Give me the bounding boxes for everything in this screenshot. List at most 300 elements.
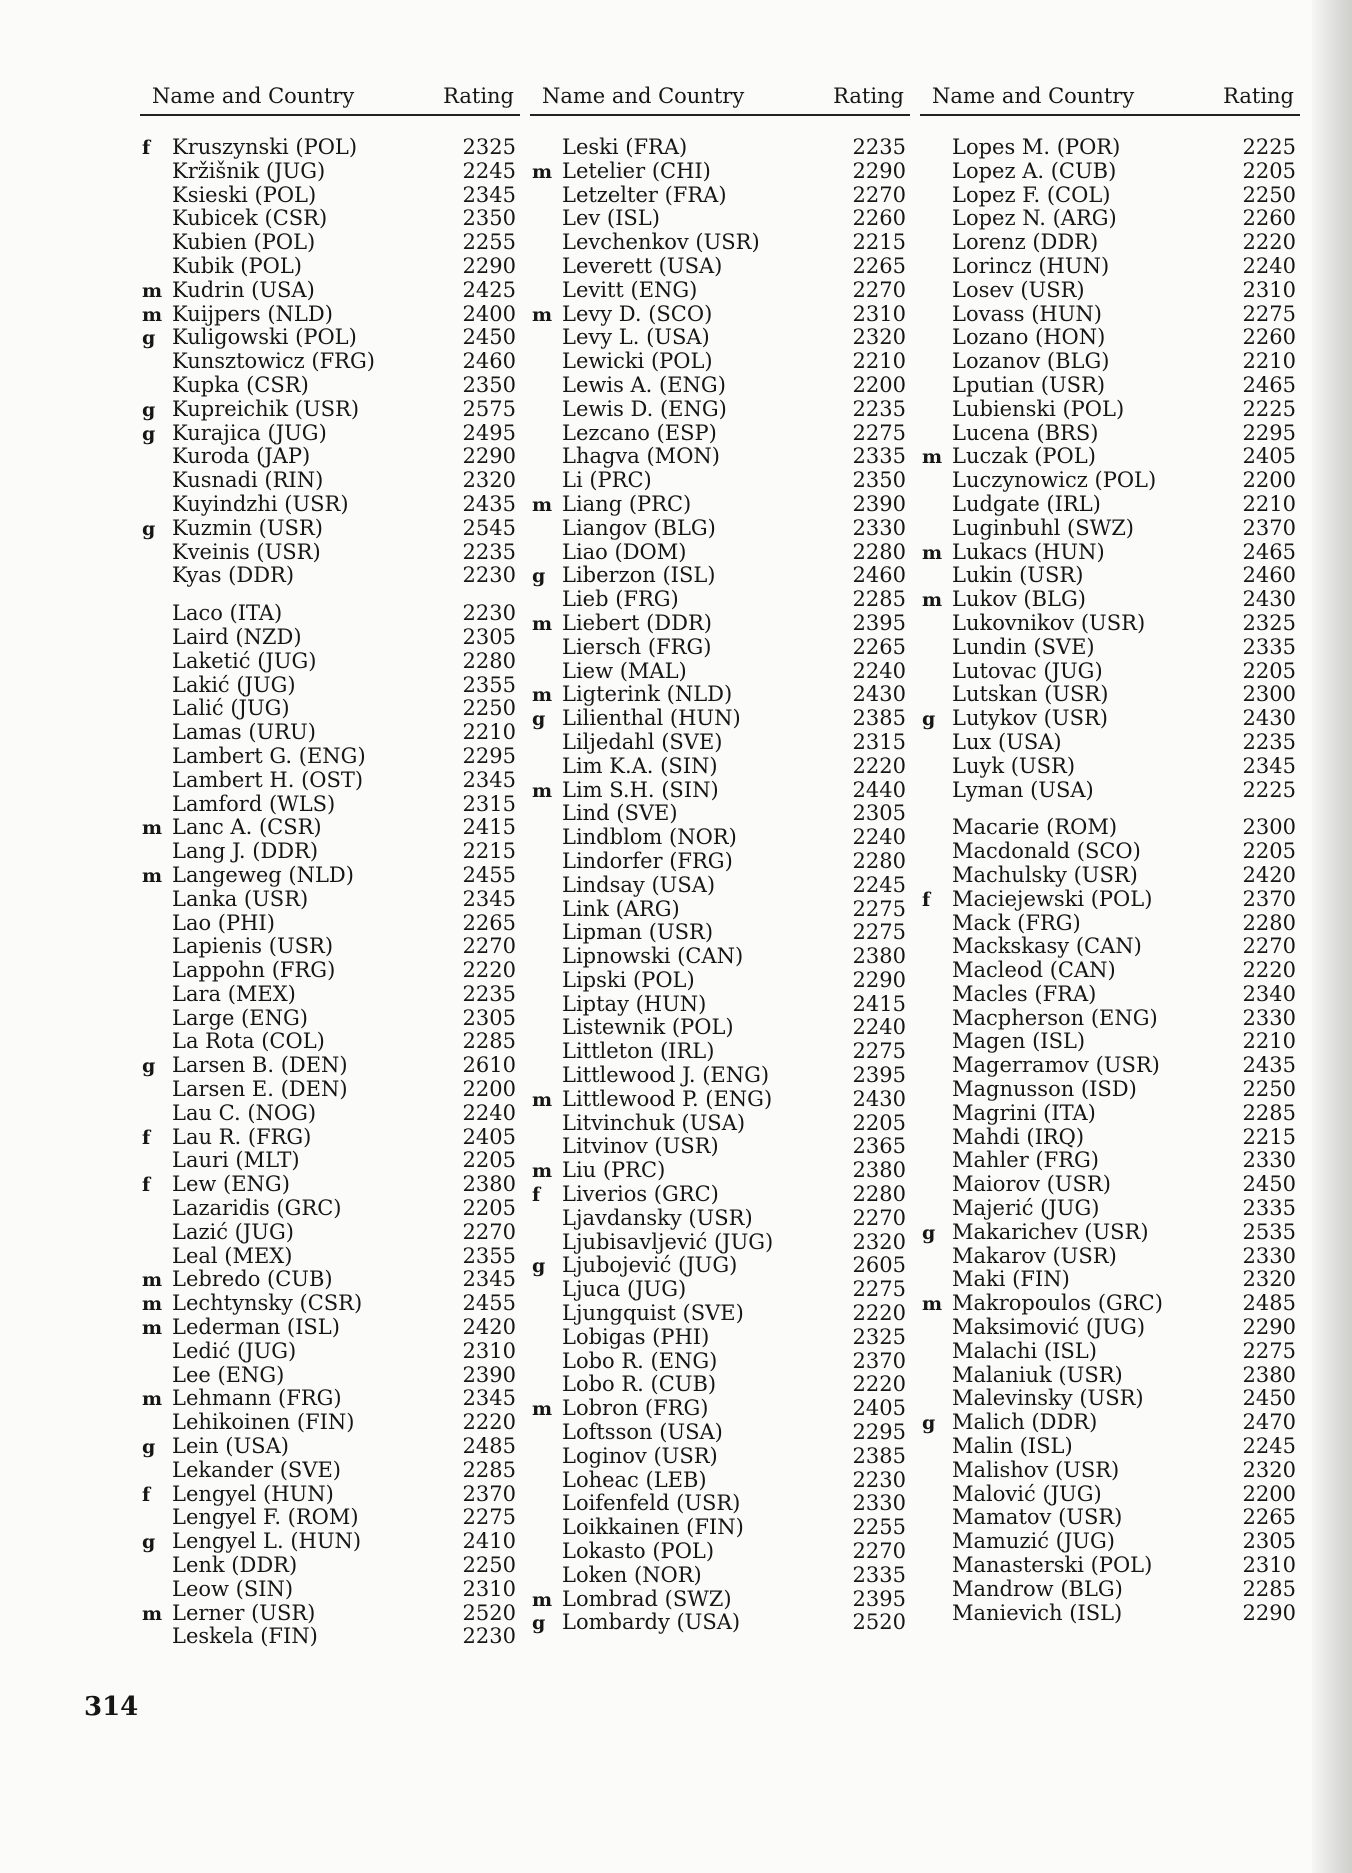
- player-rating: 2415: [462, 815, 516, 840]
- player-name-country: Loifenfeld (USR): [562, 1491, 741, 1516]
- player-rating: 2345: [462, 767, 516, 792]
- player-rating: 2325: [852, 1324, 906, 1349]
- player-row: [140, 1245, 520, 1269]
- player-name-country: Liu (PRC): [562, 1158, 666, 1183]
- player-row: [140, 1316, 520, 1340]
- player-name-country: La Rota (COL): [172, 1029, 325, 1054]
- player-name-country: Leal (MEX): [172, 1243, 293, 1268]
- player-rating: 2350: [462, 206, 516, 231]
- player-rating: 2200: [1242, 1481, 1296, 1506]
- player-title: m: [142, 1317, 163, 1340]
- player-rating: 2210: [1242, 1029, 1296, 1054]
- player-rating: 2225: [1242, 396, 1296, 421]
- player-row: [920, 1126, 1300, 1150]
- player-name-country: Lozanov (BLG): [952, 349, 1110, 374]
- player-rating: 2370: [1242, 515, 1296, 540]
- player-name-country: Macleod (CAN): [952, 958, 1116, 983]
- player-row: [530, 493, 910, 517]
- player-rating: 2430: [852, 682, 906, 707]
- player-row: [920, 255, 1300, 279]
- player-name-country: Leskela (FIN): [172, 1624, 318, 1649]
- player-row: [920, 1387, 1300, 1411]
- player-rating: 2395: [852, 610, 906, 635]
- player-name-country: Lekander (SVE): [172, 1457, 341, 1482]
- player-rating: 2310: [462, 1576, 516, 1601]
- player-title: g: [142, 327, 156, 350]
- player-row: [920, 422, 1300, 446]
- player-name-country: Laketić (JUG): [172, 648, 317, 673]
- player-name-country: Lopes M. (POR): [952, 135, 1121, 159]
- player-row: [140, 303, 520, 327]
- player-rating: 2315: [462, 791, 516, 816]
- player-row: [140, 469, 520, 493]
- player-row: [920, 888, 1300, 912]
- player-name-country: Lebredo (CUB): [172, 1267, 333, 1292]
- player-name-country: Kuijpers (NLD): [172, 301, 333, 326]
- player-name-country: Lanc A. (CSR): [172, 815, 322, 840]
- player-row: [140, 564, 520, 588]
- player-row: [140, 1102, 520, 1126]
- player-row: [140, 650, 520, 674]
- player-name-country: Ljungquist (SVE): [562, 1301, 744, 1326]
- player-rating: 2345: [462, 886, 516, 911]
- player-row: [140, 1364, 520, 1388]
- player-name-country: Langeweg (NLD): [172, 862, 354, 887]
- player-rating: 2430: [1242, 706, 1296, 731]
- player-rating: 2260: [1242, 206, 1296, 231]
- player-row: [140, 983, 520, 1007]
- player-name-country: Lorincz (HUN): [952, 253, 1110, 278]
- player-name-country: Loginov (USR): [562, 1443, 718, 1468]
- player-row: [920, 1554, 1300, 1578]
- player-row: [530, 1135, 910, 1159]
- player-rating: 2460: [462, 349, 516, 374]
- player-row: [920, 636, 1300, 660]
- player-name-country: Macarie (ROM): [952, 815, 1118, 840]
- player-name-country: Ljubojević (JUG): [562, 1253, 738, 1278]
- player-name-country: Letelier (CHI): [562, 158, 711, 183]
- player-title: m: [922, 446, 943, 469]
- player-row: [140, 374, 520, 398]
- player-name-country: Loikkainen (FIN): [562, 1515, 744, 1540]
- player-rating: 2295: [1242, 420, 1296, 445]
- player-row: [140, 1625, 520, 1649]
- player-name-country: Ljavdansky (USR): [562, 1205, 753, 1230]
- player-row: [920, 683, 1300, 707]
- player-name-country: Magrini (ITA): [952, 1100, 1096, 1125]
- player-name-country: Loheac (LEB): [562, 1467, 707, 1492]
- player-rating: 2390: [462, 1362, 516, 1387]
- player-name-country: Large (ENG): [172, 1005, 308, 1030]
- player-name-country: Laird (NZD): [172, 624, 302, 649]
- player-rating: 2210: [1242, 349, 1296, 374]
- player-name-country: Leow (SIN): [172, 1576, 294, 1601]
- player-name-country: Liang (PRC): [562, 491, 692, 516]
- player-row: [920, 136, 1300, 160]
- player-name-country: Litvinchuk (USA): [562, 1110, 746, 1135]
- player-name-country: Lang J. (DDR): [172, 839, 319, 864]
- player-name-country: Lovass (HUN): [952, 301, 1102, 326]
- player-row: [530, 1016, 910, 1040]
- player-rating: 2215: [1242, 1124, 1296, 1149]
- player-row: [530, 374, 910, 398]
- player-rating: 2270: [852, 1205, 906, 1230]
- player-name-country: Levy L. (USA): [562, 325, 710, 350]
- player-row: [140, 422, 520, 446]
- player-name-country: Magnusson (ISD): [952, 1077, 1137, 1102]
- player-title: m: [532, 160, 553, 183]
- player-name-country: Liao (DOM): [562, 539, 687, 564]
- player-row: [530, 564, 910, 588]
- ratings-column-2: [530, 84, 910, 1635]
- player-name-country: Lindorfer (FRG): [562, 848, 733, 873]
- player-name-country: Lopez A. (CUB): [952, 158, 1117, 183]
- player-row: [920, 493, 1300, 517]
- player-rating: 2230: [462, 1624, 516, 1649]
- player-title: m: [142, 1293, 163, 1316]
- ratings-column-1: [140, 84, 520, 1649]
- player-row: [140, 1435, 520, 1459]
- player-name-country: Manasterski (POL): [952, 1553, 1153, 1578]
- player-row: [140, 816, 520, 840]
- player-row: [920, 864, 1300, 888]
- player-rating: 2395: [852, 1586, 906, 1611]
- player-rating: 2345: [1242, 753, 1296, 778]
- player-rating: 2235: [852, 396, 906, 421]
- player-row: [530, 1159, 910, 1183]
- player-rating: 2240: [1242, 253, 1296, 278]
- player-row: [530, 683, 910, 707]
- player-title: f: [922, 888, 931, 911]
- player-name-country: Lobigas (PHI): [562, 1324, 710, 1349]
- player-row: [530, 1373, 910, 1397]
- player-title: m: [922, 541, 943, 564]
- player-rating: 2495: [462, 420, 516, 445]
- player-row: [920, 1316, 1300, 1340]
- player-rating: 2220: [462, 958, 516, 983]
- player-rating: 2270: [1242, 934, 1296, 959]
- player-title: g: [532, 1612, 546, 1635]
- player-rating: 2485: [1242, 1291, 1296, 1316]
- player-name-country: Leverett (USA): [562, 253, 723, 278]
- player-name-country: Lucena (BRS): [952, 420, 1099, 445]
- player-row: [920, 445, 1300, 469]
- player-name-country: Kuyindzhi (USR): [172, 491, 349, 516]
- player-name-country: Li (PRC): [562, 468, 652, 493]
- player-rating: 2330: [1242, 1148, 1296, 1173]
- player-title: m: [532, 1160, 553, 1183]
- player-name-country: Liljedahl (SVE): [562, 729, 723, 754]
- player-rating: 2370: [1242, 886, 1296, 911]
- player-name-country: Maciejewski (POL): [952, 886, 1153, 911]
- player-rating: 2370: [852, 1348, 906, 1373]
- player-rating: 2275: [852, 1277, 906, 1302]
- player-row: [920, 1102, 1300, 1126]
- player-name-country: Kunsztowicz (FRG): [172, 349, 375, 374]
- player-name-country: Lyman (USA): [952, 777, 1094, 802]
- player-row: [920, 279, 1300, 303]
- player-name-country: Lombrad (SWZ): [562, 1586, 732, 1611]
- player-row: [530, 207, 910, 231]
- player-rating: 2260: [852, 206, 906, 231]
- player-row: [920, 231, 1300, 255]
- player-rating: 2275: [1242, 301, 1296, 326]
- player-rating: 2290: [1242, 1600, 1296, 1625]
- player-name-country: Kupka (CSR): [172, 372, 309, 397]
- player-name-country: Lederman (ISL): [172, 1315, 340, 1340]
- player-row: [530, 541, 910, 565]
- player-row: [530, 993, 910, 1017]
- player-title: g: [922, 708, 936, 731]
- player-name-country: Lukin (USR): [952, 563, 1084, 588]
- player-name-country: Malaniuk (USR): [952, 1362, 1123, 1387]
- player-row: [920, 398, 1300, 422]
- player-row: [530, 1207, 910, 1231]
- player-rating: 2290: [852, 158, 906, 183]
- player-rating: 2220: [852, 753, 906, 778]
- player-row: [530, 755, 910, 779]
- player-list: [140, 136, 520, 1649]
- player-rating: 2460: [852, 563, 906, 588]
- player-title: f: [142, 1126, 151, 1149]
- player-name-country: Majerić (JUG): [952, 1196, 1100, 1221]
- player-name-country: Magerramov (USR): [952, 1053, 1160, 1078]
- player-rating: 2300: [1242, 815, 1296, 840]
- player-row: [530, 1516, 910, 1540]
- player-rating: 2350: [852, 468, 906, 493]
- player-row: [530, 1088, 910, 1112]
- player-title: m: [922, 589, 943, 612]
- player-name-country: Lau C. (NOG): [172, 1100, 317, 1125]
- player-title: f: [532, 1184, 541, 1207]
- player-name-country: Lewis D. (ENG): [562, 396, 727, 421]
- player-rating: 2310: [462, 1338, 516, 1363]
- player-rating: 2210: [1242, 491, 1296, 516]
- player-rating: 2325: [1242, 610, 1296, 635]
- player-rating: 2275: [852, 420, 906, 445]
- player-row: [920, 1340, 1300, 1364]
- player-name-country: Malich (DDR): [952, 1410, 1098, 1435]
- player-name-country: Lieb (FRG): [562, 587, 679, 612]
- player-name-country: Ludgate (IRL): [952, 491, 1101, 516]
- player-row: [140, 279, 520, 303]
- player-rating: 2370: [462, 1481, 516, 1506]
- player-rating: 2350: [462, 372, 516, 397]
- player-row: [920, 1245, 1300, 1269]
- player-row: [920, 1197, 1300, 1221]
- player-name-country: Maiorov (USR): [952, 1172, 1111, 1197]
- player-row: [530, 1611, 910, 1635]
- player-name-country: Lara (MEX): [172, 981, 296, 1006]
- player-name-country: Kupreichik (USR): [172, 396, 360, 421]
- player-rating: 2365: [852, 1134, 906, 1159]
- player-row: [920, 840, 1300, 864]
- player-name-country: Ligterink (NLD): [562, 682, 733, 707]
- player-rating: 2325: [462, 135, 516, 159]
- player-name-country: Lanka (USR): [172, 886, 309, 911]
- player-row: [530, 1350, 910, 1374]
- player-name-country: Larsen E. (DEN): [172, 1077, 348, 1102]
- player-name-country: Luczynowicz (POL): [952, 468, 1157, 493]
- player-rating: 2295: [462, 743, 516, 768]
- player-rating: 2425: [462, 277, 516, 302]
- player-rating: 2285: [462, 1457, 516, 1482]
- player-name-country: Lilienthal (HUN): [562, 706, 741, 731]
- player-name-country: Littlewood J. (ENG): [562, 1063, 770, 1088]
- player-list: [530, 136, 910, 1635]
- player-row: [530, 326, 910, 350]
- player-rating: 2330: [852, 515, 906, 540]
- player-name-country: Lozano (HON): [952, 325, 1106, 350]
- player-row: [530, 850, 910, 874]
- player-rating: 2290: [1242, 1315, 1296, 1340]
- player-name-country: Lukovnikov (USR): [952, 610, 1146, 635]
- player-row: [140, 231, 520, 255]
- player-name-country: Lalić (JUG): [172, 696, 290, 721]
- player-rating: 2270: [852, 277, 906, 302]
- player-name-country: Mack (FRG): [952, 910, 1081, 935]
- player-row: [920, 1030, 1300, 1054]
- player-row: [530, 1445, 910, 1469]
- player-name-country: Malović (JUG): [952, 1481, 1102, 1506]
- player-rating: 2410: [462, 1529, 516, 1554]
- player-title: m: [532, 493, 553, 516]
- player-row: [920, 1602, 1300, 1626]
- player-rating: 2235: [852, 135, 906, 159]
- player-rating: 2205: [1242, 839, 1296, 864]
- player-row: [920, 912, 1300, 936]
- player-row: [920, 1173, 1300, 1197]
- player-row: [920, 1292, 1300, 1316]
- player-rating: 2200: [852, 372, 906, 397]
- player-rating: 2465: [1242, 539, 1296, 564]
- player-name-country: Lim S.H. (SIN): [562, 777, 719, 802]
- player-row: [140, 1340, 520, 1364]
- player-row: [920, 755, 1300, 779]
- player-row: [530, 612, 910, 636]
- player-rating: 2250: [462, 1553, 516, 1578]
- player-row: [140, 445, 520, 469]
- player-rating: 2290: [462, 444, 516, 469]
- player-rating: 2280: [852, 848, 906, 873]
- player-row: [140, 1483, 520, 1507]
- player-name-country: Ljubisavljević (JUG): [562, 1229, 774, 1254]
- player-name-country: Lambert H. (OST): [172, 767, 364, 792]
- player-row: [530, 303, 910, 327]
- player-row: [920, 731, 1300, 755]
- player-name-country: Lindsay (USA): [562, 872, 716, 897]
- player-name-country: Kurajica (JUG): [172, 420, 327, 445]
- player-name-country: Lehikoinen (FIN): [172, 1410, 355, 1435]
- player-rating: 2460: [1242, 563, 1296, 588]
- player-name-country: Liersch (FRG): [562, 634, 712, 659]
- player-title: m: [532, 779, 553, 802]
- player-row: [140, 888, 520, 912]
- player-name-country: Lokasto (POL): [562, 1539, 715, 1564]
- player-name-country: Lipski (POL): [562, 967, 695, 992]
- player-title: m: [532, 1588, 553, 1611]
- player-rating: 2215: [462, 839, 516, 864]
- player-name-country: Lputian (USR): [952, 372, 1106, 397]
- player-rating: 2320: [1242, 1267, 1296, 1292]
- player-row: [920, 612, 1300, 636]
- player-name-country: Luyk (USR): [952, 753, 1076, 778]
- player-name-country: Macles (FRA): [952, 981, 1097, 1006]
- player-name-country: Lein (USA): [172, 1434, 289, 1459]
- player-title: m: [142, 1388, 163, 1411]
- player-name-country: Lim K.A. (SIN): [562, 753, 718, 778]
- player-name-country: Lhagva (MON): [562, 444, 720, 469]
- player-rating: 2205: [1242, 158, 1296, 183]
- player-row: [920, 1078, 1300, 1102]
- player-row: [920, 160, 1300, 184]
- player-name-country: Lind (SVE): [562, 801, 678, 826]
- player-row: [140, 136, 520, 160]
- player-rating: 2335: [852, 444, 906, 469]
- player-title: m: [532, 1088, 553, 1111]
- player-title: m: [142, 864, 163, 887]
- player-row: [920, 1578, 1300, 1602]
- player-row: [920, 660, 1300, 684]
- player-rating: 2345: [462, 182, 516, 207]
- player-row: [530, 1469, 910, 1493]
- player-rating: 2440: [852, 777, 906, 802]
- player-rating: 2310: [1242, 277, 1296, 302]
- player-rating: 2220: [1242, 230, 1296, 255]
- player-row: [530, 279, 910, 303]
- player-row: [140, 1173, 520, 1197]
- player-name-country: Lobo R. (CUB): [562, 1372, 717, 1397]
- player-row: [140, 493, 520, 517]
- player-rating: 2485: [462, 1434, 516, 1459]
- player-rating: 2335: [1242, 634, 1296, 659]
- player-row: [140, 769, 520, 793]
- player-row: [920, 1411, 1300, 1435]
- player-row: [920, 303, 1300, 327]
- player-name-country: Kusnadi (RIN): [172, 468, 324, 493]
- player-row: [530, 350, 910, 374]
- player-row: [530, 398, 910, 422]
- player-name-country: Malin (ISL): [952, 1434, 1073, 1459]
- player-name-country: Lazić (JUG): [172, 1219, 294, 1244]
- player-name-country: Maksimović (JUG): [952, 1315, 1146, 1340]
- player-row: [920, 1221, 1300, 1245]
- player-row: [530, 945, 910, 969]
- player-name-country: Mackskasy (CAN): [952, 934, 1142, 959]
- player-rating: 2245: [462, 158, 516, 183]
- player-name-country: Kuzmin (USR): [172, 515, 323, 540]
- page-number: 314: [84, 1692, 139, 1722]
- player-row: [140, 1221, 520, 1245]
- player-title: m: [142, 817, 163, 840]
- player-name-country: Magen (ISL): [952, 1029, 1086, 1054]
- player-row: [140, 864, 520, 888]
- player-name-country: Luczak (POL): [952, 444, 1096, 469]
- player-rating: 2355: [462, 672, 516, 697]
- player-rating: 2455: [462, 862, 516, 887]
- player-name-country: Liangov (BLG): [562, 515, 716, 540]
- player-row: [530, 588, 910, 612]
- player-title: f: [142, 1483, 151, 1506]
- player-rating: 2235: [462, 539, 516, 564]
- player-name-country: Lengyel (HUN): [172, 1481, 334, 1506]
- player-rating: 2275: [462, 1505, 516, 1530]
- player-rating: 2320: [1242, 1457, 1296, 1482]
- header-name-country: Name and Country: [152, 84, 355, 108]
- player-row: [530, 445, 910, 469]
- player-name-country: Lukacs (HUN): [952, 539, 1105, 564]
- player-rating: 2205: [852, 1110, 906, 1135]
